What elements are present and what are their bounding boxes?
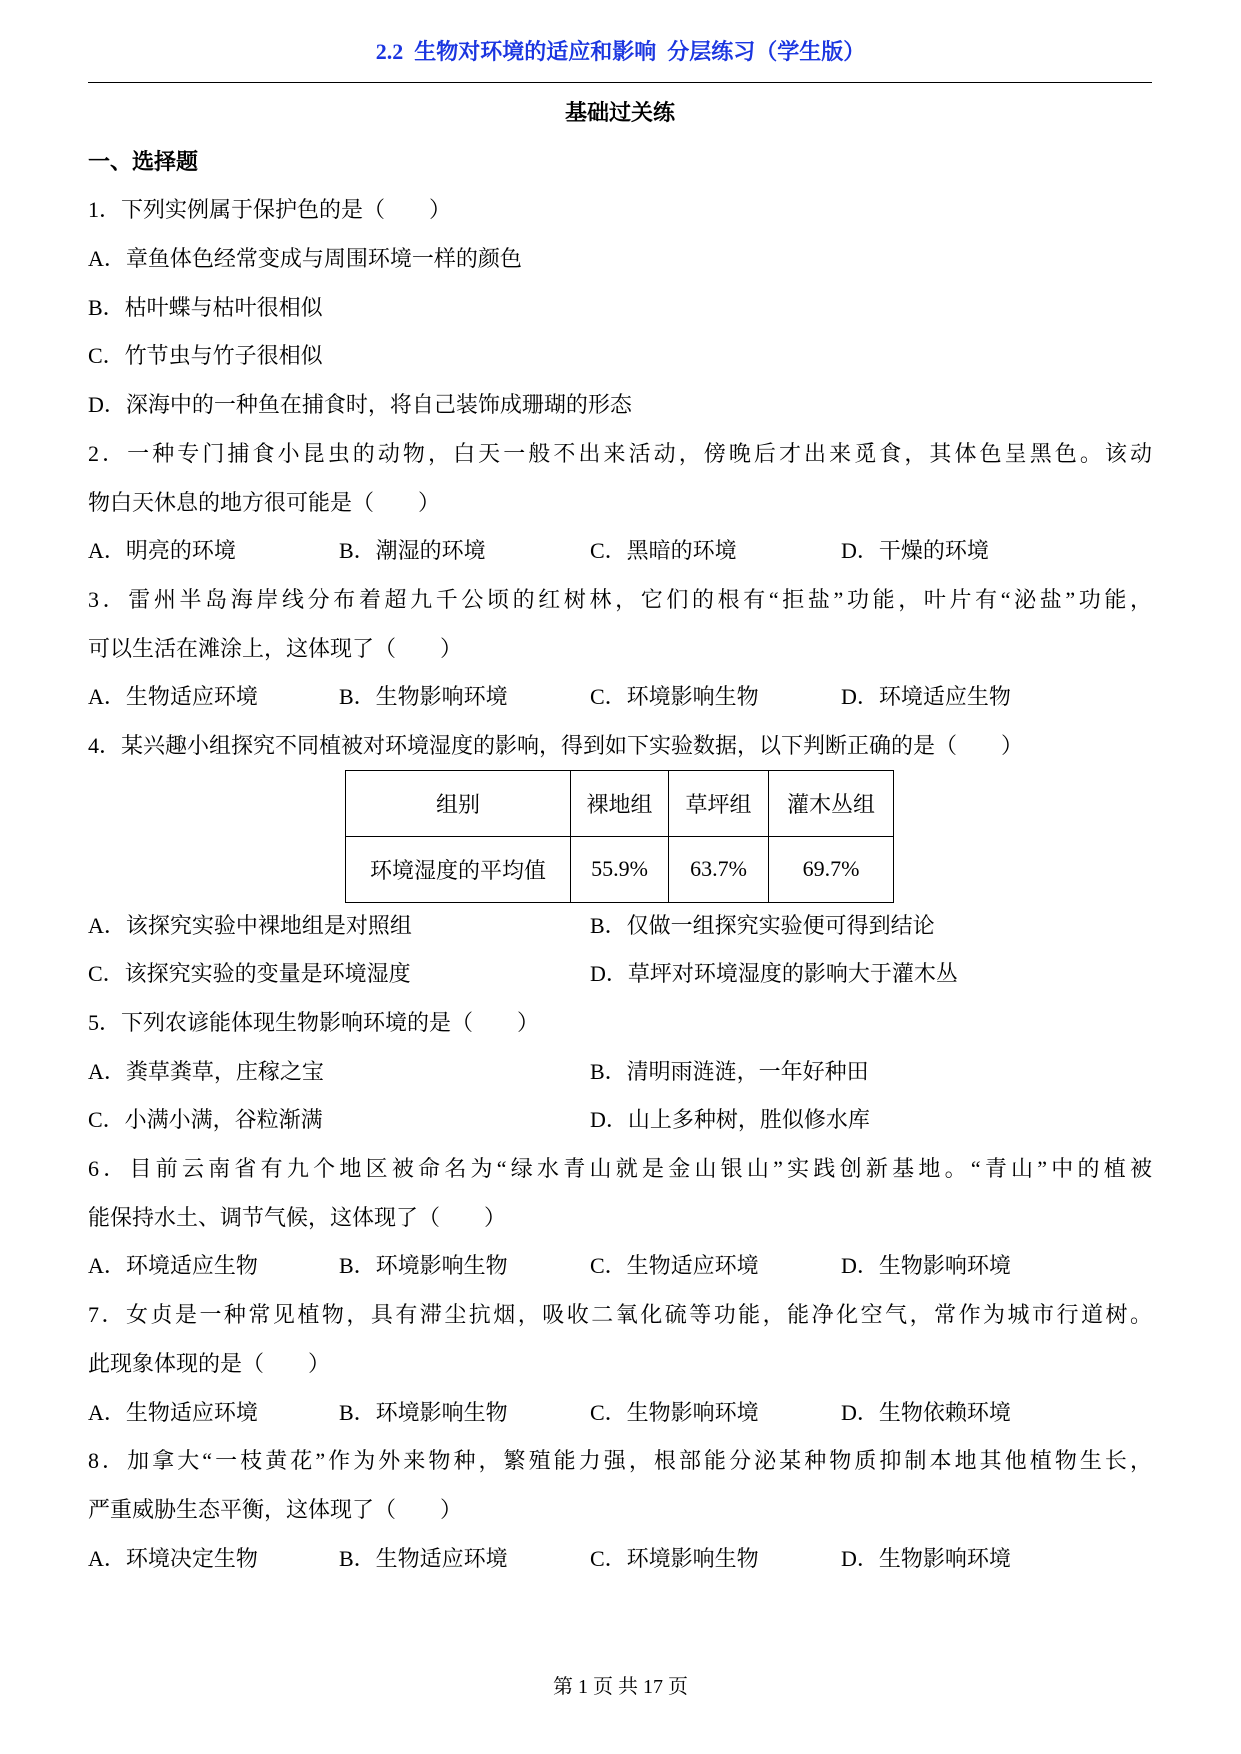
question-stem: 2．一种专门捕食小昆虫的动物，白天一般不出来活动，傍晚后才出来觅食，其体色呈黑色。该动 (88, 440, 1152, 466)
header-divider (88, 82, 1152, 83)
page-number: 第 1 页 共 17 页 (553, 1676, 688, 1698)
option-c: C．竹节虫与竹子很相似 (88, 343, 323, 369)
question-stem-continued: 能保持水土、调节气候，这体现了（ ） (88, 1204, 507, 1230)
option-d: D．环境适应生物 (841, 684, 1011, 710)
options-row (88, 950, 1152, 999)
option-b: B．环境影响生物 (339, 1253, 508, 1279)
option-d: D．山上多种树，胜似修水库 (590, 1107, 870, 1133)
option-d: D．生物依赖环境 (841, 1399, 1011, 1425)
table-row (346, 836, 894, 902)
options-row (88, 1389, 1152, 1438)
option-b: B．生物适应环境 (339, 1545, 508, 1571)
table-header-cell: 草坪组 (669, 770, 769, 836)
option-c: C．生物影响环境 (590, 1399, 759, 1425)
option-d: D．干燥的环境 (841, 538, 989, 564)
question-stem: 3．雷州半岛海岸线分布着超九千公顷的红树林，它们的根有“拒盐”功能，叶片有“泌盐”功能， (88, 586, 1152, 612)
table-header-row (346, 770, 894, 836)
question-stem-continued: 可以生活在滩涂上，这体现了（ ） (88, 635, 463, 661)
table-header-cell: 灌木丛组 (769, 770, 894, 836)
table-cell: 69.7% (769, 836, 894, 902)
question-1 (88, 186, 1152, 429)
question-stem: 7．女贞是一种常见植物，具有滞尘抗烟，吸收二氧化硫等功能，能净化空气，常作为城市行道树。 (88, 1302, 1152, 1328)
question-stem-continued: 物白天休息的地方很可能是（ ） (88, 489, 441, 515)
data-table-container (88, 771, 1152, 902)
question-3 (88, 576, 1152, 722)
question-4 (88, 722, 1152, 999)
document-title: 2.2 生物对环境的适应和影响 分层练习（学生版） (375, 39, 866, 64)
options-row (88, 527, 1152, 576)
section-title: 基础过关练 (564, 100, 675, 125)
option-a: A．生物适应环境 (88, 1399, 258, 1425)
option-b: B．清明雨涟涟，一年好种田 (590, 1058, 869, 1084)
table-header-cell: 组别 (346, 770, 571, 836)
option-c: C．小满小满，谷粒渐满 (88, 1107, 323, 1133)
option-d: D．深海中的一种鱼在捕食时，将自己装饰成珊瑚的形态 (88, 392, 632, 418)
option-a: A．环境决定生物 (88, 1545, 258, 1571)
question-5 (88, 999, 1152, 1145)
option-a: A．章鱼体色经常变成与周围环境一样的颜色 (88, 246, 522, 272)
question-stem: 1．下列实例属于保护色的是（ ） (88, 197, 452, 223)
option-c: C．环境影响生物 (590, 1545, 759, 1571)
option-b: B．潮湿的环境 (339, 538, 486, 564)
question-stem-continued: 此现象体现的是（ ） (88, 1350, 331, 1376)
document-body (88, 89, 1152, 1583)
options-row (88, 1535, 1152, 1584)
options-row (88, 902, 1152, 951)
option-d: D．草坪对环境湿度的影响大于灌木丛 (590, 961, 958, 987)
option-b: B．仅做一组探究实验便可得到结论 (590, 912, 935, 938)
option-b: B．环境影响生物 (339, 1399, 508, 1425)
option-c: C．环境影响生物 (590, 684, 759, 710)
option-b: B．生物影响环境 (339, 684, 508, 710)
question-stem-continued: 严重威胁生态平衡，这体现了（ ） (88, 1496, 463, 1522)
table-cell: 环境湿度的平均值 (346, 836, 571, 902)
experiment-data-table (345, 770, 894, 903)
question-stem: 5．下列农谚能体现生物影响环境的是（ ） (88, 1010, 540, 1035)
question-7 (88, 1291, 1152, 1437)
option-c: C．生物适应环境 (590, 1253, 759, 1279)
question-stem: 4．某兴趣小组探究不同植被对环境湿度的影响，得到如下实验数据，以下判断正确的是（ ） (88, 732, 1024, 758)
question-stem: 8．加拿大“一枝黄花”作为外来物种，繁殖能力强，根部能分泌某种物质抑制本地其他植物生长， (88, 1448, 1152, 1474)
option-c: C．该探究实验的变量是环境湿度 (88, 961, 411, 987)
option-a: A．明亮的环境 (88, 538, 236, 564)
question-stem: 6．目前云南省有九个地区被命名为“绿水青山就是金山银山”实践创新基地。“青山”中的植被 (88, 1156, 1152, 1182)
option-d: D．生物影响环境 (841, 1545, 1011, 1571)
options-row (88, 1242, 1152, 1291)
question-6 (88, 1145, 1152, 1291)
question-8 (88, 1437, 1152, 1583)
table-cell: 63.7% (669, 836, 769, 902)
option-c: C．黑暗的环境 (590, 538, 737, 564)
question-2 (88, 430, 1152, 576)
part-title: 一、选择题 (88, 148, 199, 174)
option-a: A．粪草粪草，庄稼之宝 (88, 1058, 324, 1084)
option-d: D．生物影响环境 (841, 1253, 1011, 1279)
option-a: A．环境适应生物 (88, 1253, 258, 1279)
option-b: B．枯叶蝶与枯叶很相似 (88, 294, 323, 320)
options-row (88, 1096, 1152, 1145)
table-cell: 55.9% (571, 836, 669, 902)
option-a: A．该探究实验中裸地组是对照组 (88, 912, 412, 938)
options-row (88, 1048, 1152, 1097)
options-row (88, 673, 1152, 722)
table-header-cell: 裸地组 (571, 770, 669, 836)
option-a: A．生物适应环境 (88, 684, 258, 710)
